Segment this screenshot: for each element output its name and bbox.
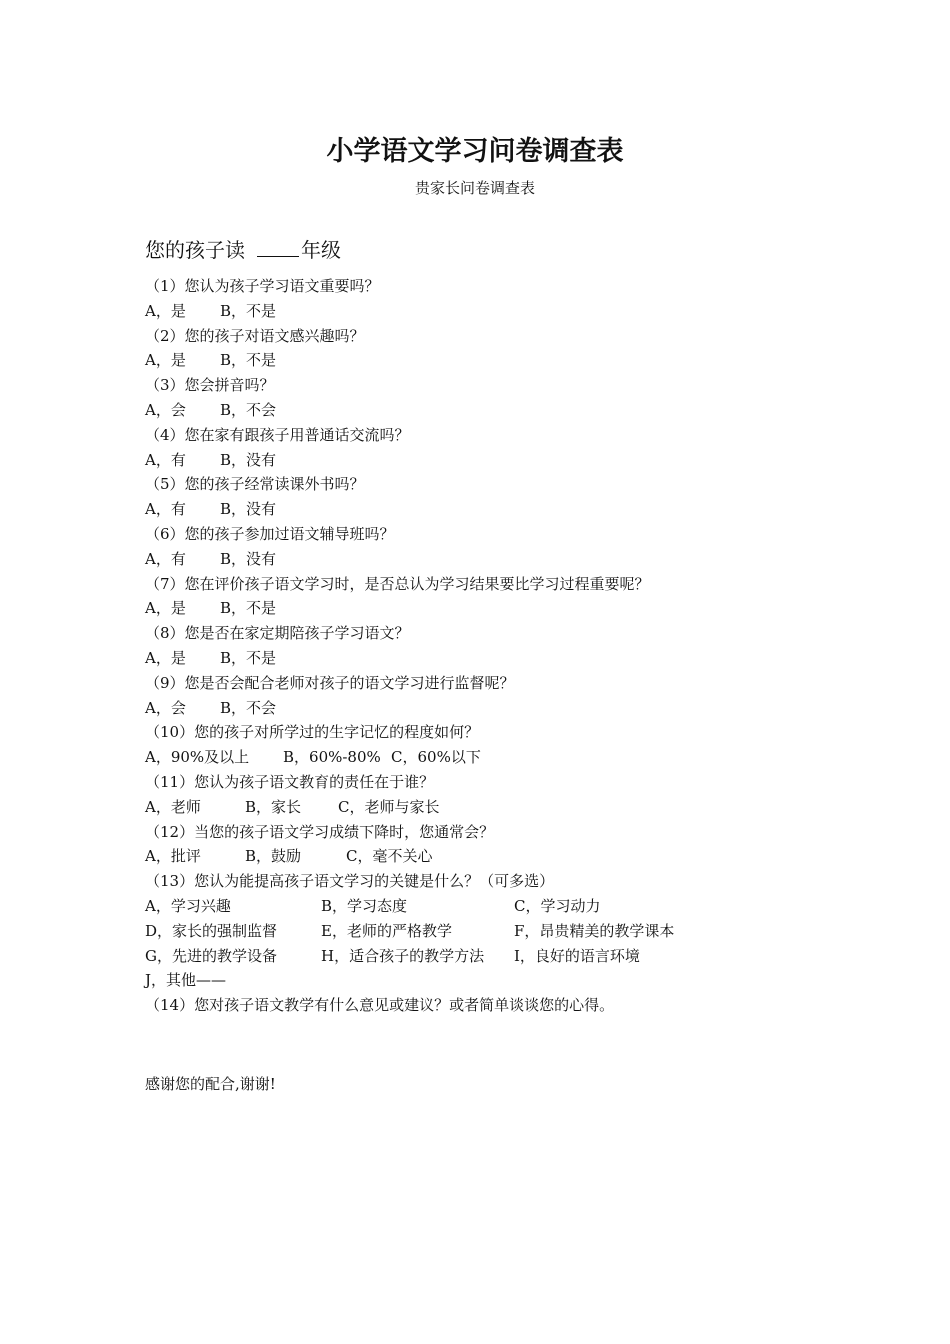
option-item: A，是 [145, 301, 186, 320]
option-item: B，没有 [220, 500, 277, 519]
question-list [145, 274, 845, 1018]
option-item: B，鼓励 [245, 847, 302, 866]
question-text: （4）您在家有跟孩子用普通话交流吗？ [145, 425, 410, 444]
option-item: A，会 [145, 400, 186, 419]
option-item: B，60%-80% [283, 748, 381, 767]
option-item: B，不是 [220, 648, 277, 667]
options-row [145, 497, 845, 522]
option-item: A，有 [145, 549, 186, 568]
options-row [145, 448, 845, 473]
option-item: D，家长的强制监督 [145, 921, 278, 940]
option-item: B，不是 [220, 301, 277, 320]
grade-line [145, 236, 341, 264]
option-item: A，是 [145, 599, 186, 618]
options-row [145, 745, 845, 770]
question-text: （8）您是否在家定期陪孩子学习语文？ [145, 624, 410, 643]
option-item: A，有 [145, 450, 186, 469]
options-row [145, 547, 845, 572]
options-row [145, 844, 845, 869]
option-item: B，不会 [220, 698, 277, 717]
grade-suffix: 年级 [301, 238, 341, 262]
question-text: （10）您的孩子对所学过的生字记忆的程度如何？ [145, 723, 480, 742]
option-item: B，没有 [220, 549, 277, 568]
option-item: C，毫不关心 [346, 847, 433, 866]
question-text: （11）您认为孩子语文教育的责任在于谁？ [145, 772, 435, 791]
options-row [145, 398, 845, 423]
option-item: C，60%以下 [391, 748, 481, 767]
options-row [145, 596, 845, 621]
question-text: （9）您是否会配合老师对孩子的语文学习进行监督呢？ [145, 673, 515, 692]
question-text: （7）您在评价孩子语文学习时，是否总认为学习结果要比学习过程重要呢？ [145, 574, 650, 593]
question-text: （12）当您的孩子语文学习成绩下降时，您通常会？ [145, 822, 495, 841]
option-item: E，老师的严格教学 [321, 921, 452, 940]
option-item: F，昂贵精美的教学课本 [514, 921, 675, 940]
option-item: G，先进的教学设备 [145, 946, 277, 965]
options-row [145, 968, 845, 993]
option-item: A，90%及以上 [145, 748, 250, 767]
option-item: C，老师与家长 [338, 797, 440, 816]
option-item: A，是 [145, 351, 186, 370]
options-row [145, 348, 845, 373]
question-text: （13）您认为能提高孩子语文学习的关键是什么？（可多选） [145, 872, 555, 891]
grade-blank[interactable] [257, 238, 299, 257]
options-row [145, 919, 845, 944]
option-item: C，学习动力 [514, 896, 601, 915]
options-row [145, 696, 845, 721]
thanks-note: 感谢您的配合,谢谢! [145, 1075, 276, 1093]
question-text: （14）您对孩子语文教学有什么意见或建议？或者简单谈谈您的心得。 [145, 996, 615, 1015]
question-text: （3）您会拼音吗？ [145, 376, 275, 395]
options-row [145, 894, 845, 919]
options-row [145, 299, 845, 324]
option-item: J，其他—— [145, 971, 227, 990]
option-item: B，不是 [220, 599, 277, 618]
question-text: （2）您的孩子对语文感兴趣吗？ [145, 326, 365, 345]
option-item: A，学习兴趣 [145, 896, 231, 915]
question-text: （1）您认为孩子学习语文重要吗？ [145, 277, 380, 295]
options-row [145, 646, 845, 671]
question-text: （5）您的孩子经常读课外书吗？ [145, 475, 365, 494]
option-item: B，不是 [220, 351, 277, 370]
option-item: A，批评 [145, 847, 201, 866]
question-text: （6）您的孩子参加过语文辅导班吗？ [145, 524, 395, 543]
option-item: B，没有 [220, 450, 277, 469]
page-title: 小学语文学习问卷调查表 [326, 136, 624, 167]
options-row [145, 944, 845, 969]
option-item: A，有 [145, 500, 186, 519]
option-item: A，会 [145, 698, 186, 717]
option-item: H，适合孩子的教学方法 [321, 946, 485, 965]
options-row [145, 795, 845, 820]
option-item: B，不会 [220, 400, 277, 419]
option-item: B，家长 [245, 797, 302, 816]
grade-prefix: 您的孩子读 [145, 238, 245, 262]
option-item: I，良好的语言环境 [514, 946, 640, 965]
page-subtitle: 贵家长问卷调查表 [414, 179, 535, 197]
option-item: B，学习态度 [321, 896, 408, 915]
option-item: A，是 [145, 648, 186, 667]
option-item: A，老师 [145, 797, 201, 816]
